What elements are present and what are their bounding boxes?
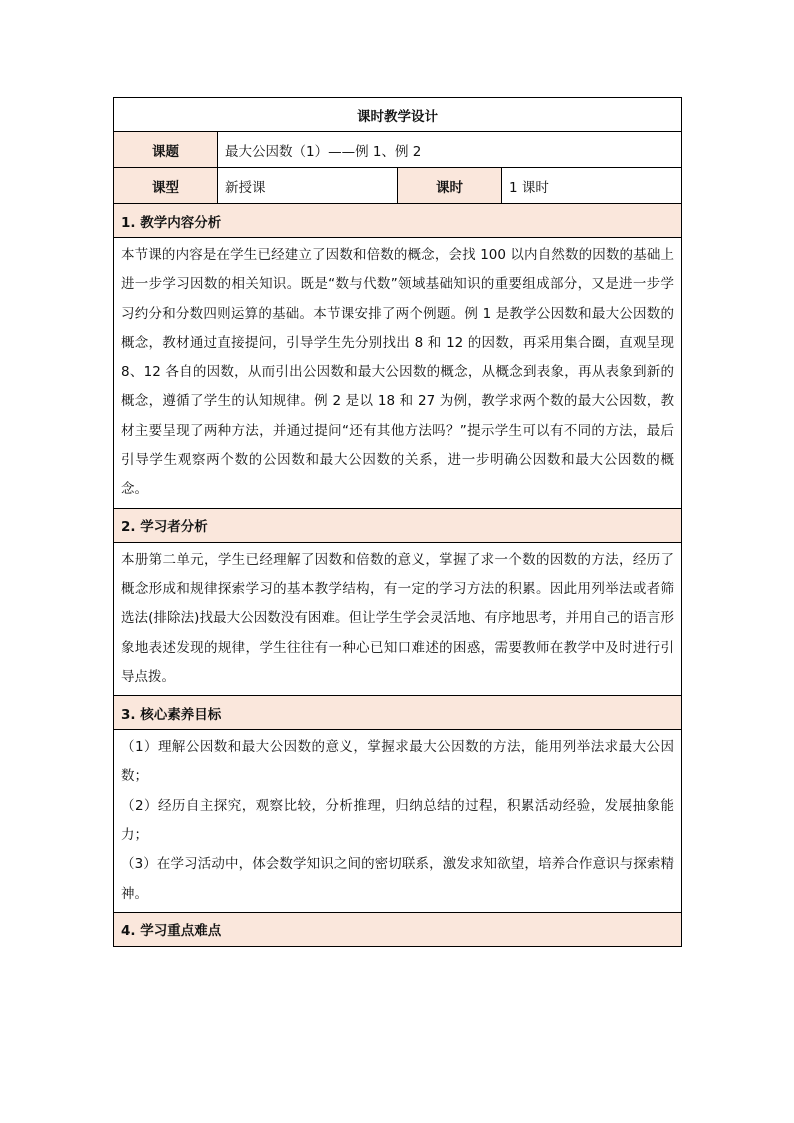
section-heading-content-analysis: 1. 教学内容分析 <box>114 204 682 238</box>
type-value: 新授课 <box>218 168 398 204</box>
section-body-content-analysis: 本节课的内容是在学生已经建立了因数和倍数的概念，会找 100 以内自然数的因数的基础上进一步学习因数的相关知识。既是“数与代数”领域基础知识的重要组成部分，又是进一步学习约分和分数四则运算的基础。本节课安排了两个例题。例 1 是教学公因数和最大公因数的概念，教材通过直接提问，引导学生先分别找出 8 和 12 的因数，再采用集合圈，直观呈现 8、12 各自的因数，从而引出公因数和最大公因数的概念，从概念到表象，再从表象到新的概念，遵循了学生的认知规律。例 2 是以 18 和 27 为例，教学求两个数的最大公因数，教材主要呈现了两种方法，并通过提问“还有其他方法吗？”提示学生可以有不同的方法，最后引导学生观察两个数的公因数和最大公因数的关系，进一步明确公因数和最大公因数的概念。 <box>114 238 682 509</box>
goal-item: （3）在学习活动中，体会数学知识之间的密切联系，激发求知欲望，培养合作意识与探索精神。 <box>121 856 674 902</box>
type-label: 课型 <box>114 168 218 204</box>
section-heading-key-points: 4. 学习重点难点 <box>114 912 682 946</box>
goal-item: （2）经历自主探究，观察比较，分析推理，归纳总结的过程，积累活动经验，发展抽象能力； <box>121 797 674 844</box>
goal-item: （1）理解公因数和最大公因数的意义，掌握求最大公因数的方法，能用列举法求最大公因数； <box>121 739 674 785</box>
topic-label: 课题 <box>114 132 218 168</box>
section-heading-core-goals: 3. 核心素养目标 <box>114 696 682 730</box>
lesson-plan-table <box>113 97 682 947</box>
period-label: 课时 <box>398 168 502 204</box>
document-title: 课时教学设计 <box>114 98 682 132</box>
section-body-learner-analysis: 本册第二单元，学生已经理解了因数和倍数的意义，掌握了求一个数的因数的方法，经历了概念形成和规律探索学习的基本教学结构，有一定的学习方法的积累。因此用列举法或者筛选法(排除法)找最大公因数没有困难。但让学生学会灵活地、有序地思考，并用自己的语言形象地表述发现的规律，学生往往有一种心已知口难述的困惑，需要教师在教学中及时进行引导点拨。 <box>114 542 682 695</box>
period-value: 1 课时 <box>502 168 682 204</box>
section-heading-learner-analysis: 2. 学习者分析 <box>114 508 682 542</box>
section-body-core-goals <box>114 730 682 913</box>
topic-value: 最大公因数（1）——例 1、例 2 <box>218 132 682 168</box>
